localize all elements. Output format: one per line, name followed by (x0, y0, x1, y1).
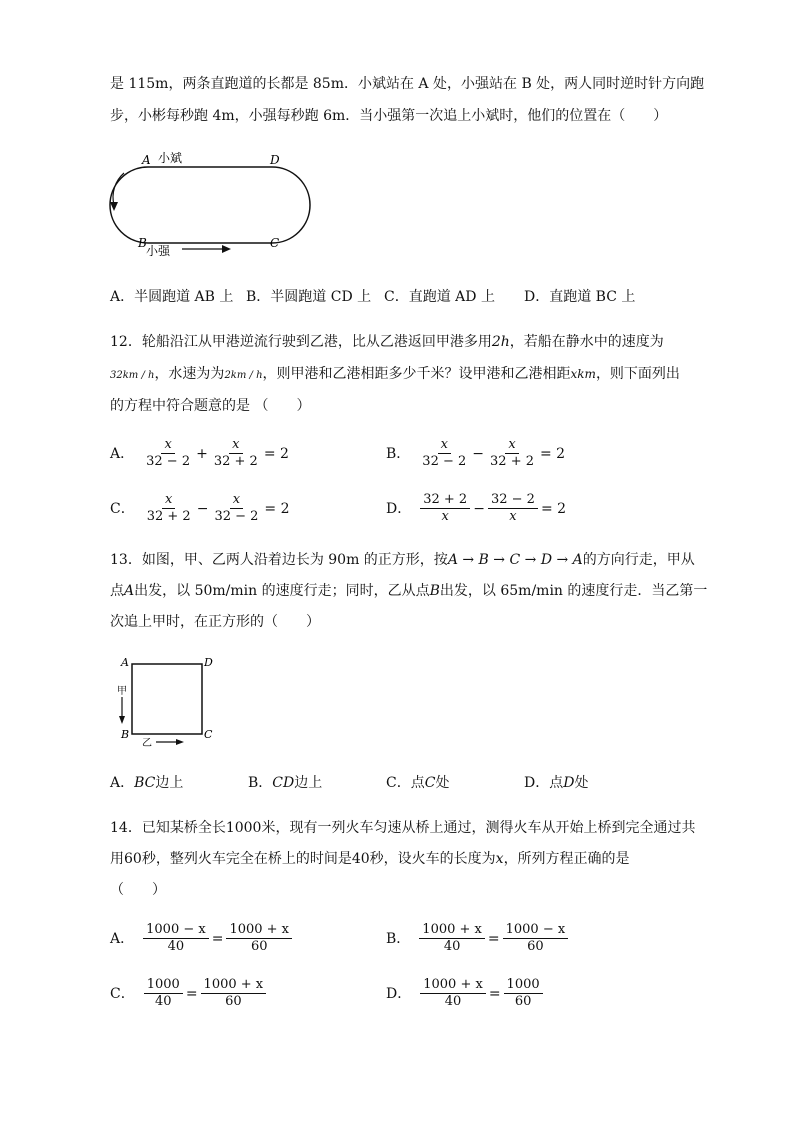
q13-line1: 13．如图，甲、乙两人沿着边长为 90m 的正方形，按A → B → C → D → A的方向行走，甲从 (110, 552, 695, 568)
q13-option-d[interactable]: D．点D处 (524, 775, 589, 791)
q13-option-b[interactable]: B．CD边上 (248, 775, 323, 791)
q11-line2: 步，小彬每秒跑 4m，小强每秒跑 6m．当小强第一次追上小斌时，他们的位置在（ ） (110, 108, 668, 124)
q14-line3: （ ） (110, 882, 166, 898)
q13-option-a[interactable]: A．BC边上 (110, 775, 184, 791)
label-B: B (138, 236, 147, 250)
label-D: D (204, 656, 213, 669)
label-B: B (121, 728, 130, 741)
q13-line2: 点A出发，以 50m/min 的速度行走；同时，乙从点B出发，以 65m/min 的速度行走．当乙第一 (110, 583, 708, 599)
q12-line2: 32km / h，水速为为2km / h，则甲港和乙港相距多少千米？设甲港和乙港相距xkm，则下面列出 (110, 366, 680, 382)
arrowhead-down-icon (119, 716, 125, 724)
q12-option-a[interactable]: A． $\frac{x}{32 - 2}$ + $\frac{x}{32 + 2}$ = 2 (110, 437, 289, 469)
q11-option-c[interactable]: C．直跑道 AD 上 (384, 289, 495, 305)
q11-track-figure (100, 145, 320, 265)
q12-option-c[interactable]: C． $\frac{x}{32 + 2}$ − $\frac{x}{32 - 2}$ = 2 (110, 492, 290, 524)
label-A: A (142, 153, 151, 167)
q13-option-c[interactable]: C．点C处 (386, 775, 450, 791)
name-xiaoqiang: 小强 (146, 244, 171, 258)
q12-option-d[interactable]: D． $\frac{32 + 2}{x}$ − $\frac{32 - 2}{x}$ = 2 (386, 492, 567, 524)
q14-option-c[interactable]: C． $\frac{1000}{40}$ = $\frac{1000 + x}{60}$ (110, 977, 267, 1010)
label-C: C (204, 728, 213, 741)
q11-option-d[interactable]: D．直跑道 BC 上 (524, 289, 636, 305)
arrowhead-right-icon (176, 739, 184, 745)
q13-square-figure (112, 652, 222, 752)
label-C: C (270, 236, 280, 250)
track-outline (110, 167, 310, 243)
arrowhead-down-icon (110, 202, 118, 211)
q12-line1: 12．轮船沿江从甲港逆流行驶到乙港，比从乙港返回甲港多用2h，若船在静水中的速度为 (110, 334, 664, 350)
label-D: D (270, 153, 280, 167)
q14-option-a[interactable]: A． $\frac{1000 - x}{40}$ = $\frac{1000 + x}{60}$ (110, 922, 293, 955)
q14-option-d[interactable]: D． $\frac{1000 + x}{40}$ = $\frac{1000}{60}$ (386, 977, 544, 1010)
q13-line3: 次追上甲时，在正方形的（ ） (110, 614, 320, 630)
q14-line1: 14．已知某桥全长1000米，现有一列火车匀速从桥上通过，测得火车从开始上桥到完全通过共 (110, 820, 696, 836)
name-jia: 甲 (117, 686, 127, 697)
q12-line3: 的方程中符合题意的是 （ ） (110, 398, 311, 414)
q14-line2: 用60秒，整列火车完全在桥上的时间是40秒，设火车的长度为x，所列方程正确的是 (110, 851, 630, 867)
square-outline (132, 664, 202, 734)
q11-option-b[interactable]: B．半圆跑道 CD 上 (246, 289, 372, 305)
q11-option-a[interactable]: A．半圆跑道 AB 上 (110, 289, 234, 305)
name-xiaobin: 小斌 (158, 151, 183, 165)
q12-option-b[interactable]: B． $\frac{x}{32 - 2}$ − $\frac{x}{32 + 2}$ = 2 (386, 437, 566, 469)
name-yi: 乙 (142, 738, 152, 749)
arrowhead-right-icon (222, 245, 231, 253)
q11-line1: 是 115m，两条直跑道的长都是 85m．小斌站在 A 处，小强站在 B 处，两人同时逆时针方向跑 (110, 76, 705, 92)
label-A: A (121, 656, 129, 669)
q14-option-b[interactable]: B． $\frac{1000 + x}{40}$ = $\frac{1000 - x}{60}$ (386, 922, 569, 955)
